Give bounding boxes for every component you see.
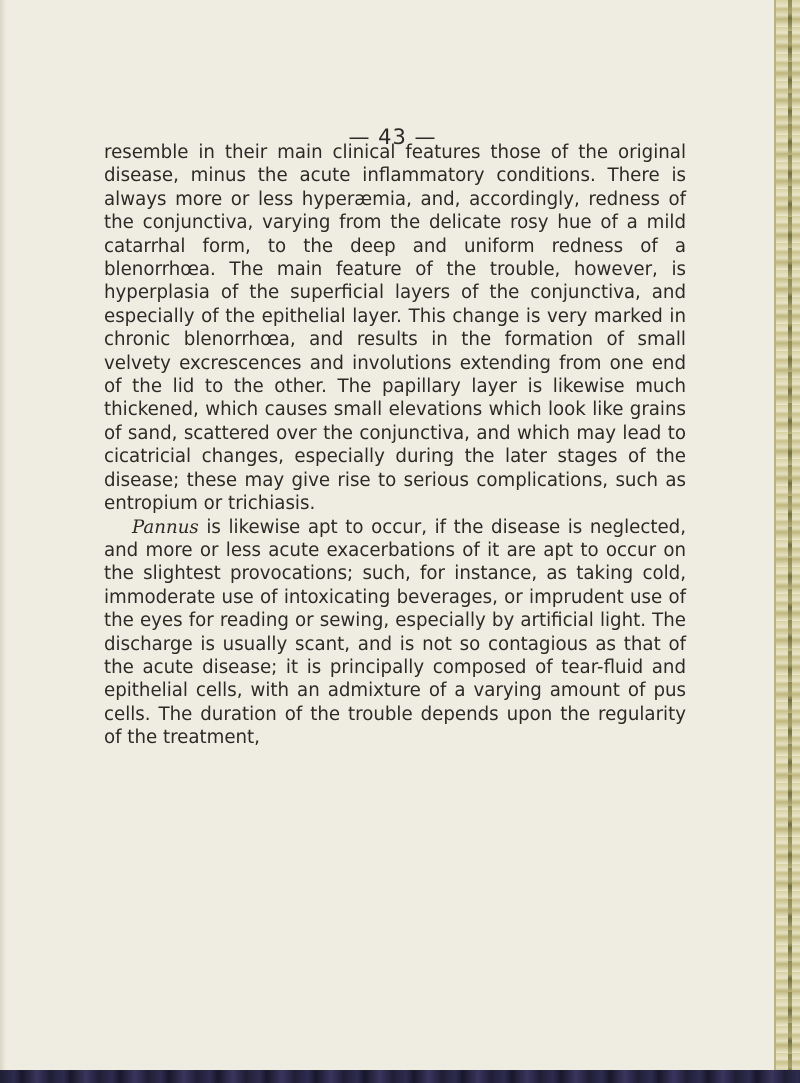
book-bottom-edge — [0, 1070, 800, 1083]
page-left-shadow — [0, 0, 6, 1083]
adjacent-page-text-fragments — [788, 0, 792, 1083]
italic-term-pannus: Pannus — [132, 516, 199, 538]
paragraph-2 — [104, 516, 686, 750]
paragraph-1: resemble in their main clinical features those of the original disease, minus the acute inflammatory conditions. There is always more or less hyperæmia, and, accordingly, redness of the conjunctiva, varying from the delicate rosy hue of a mild catarrhal form, to the deep and uniform redness of a blenorrhœa. The main feature of the trouble, however, is hyperplasia of the superficial layers of the conjunctiva, and especially of the epithelial layer. This change is very marked in chronic blenorrhœa, and results in the formation of small velvety excrescences and involutions extending from one end of the lid to the other. The papillary layer is likewise much thickened, which causes small elevations which look like grains of sand, scattered over the conjunctiva, and which may lead to cicatricial changes, especially during the later stages of the disease; these may give rise to serious complications, such as entropium or trichiasis. — [104, 142, 686, 515]
paragraph-2-text: is likewise apt to occur, if the disease is neglected, and more or less acute exacerbations of it are apt to occur on the slightest provocations; such, for instance, as taking cold, immoderate use of intoxicating beverages, or imprudent use of the eyes for reading or sewing, especially by artificial light. The discharge is usually scant, and is not so contagious as that of the acute disease; it is principally composed of tear-fluid and epithelial cells, with an admixture of a varying amount of pus cells. The duration of the trouble depends upon the regularity of the treatment, — [104, 516, 686, 749]
adjacent-page-edge — [774, 0, 800, 1083]
page-body — [104, 141, 686, 750]
page-number: — 43 — — [348, 125, 437, 149]
